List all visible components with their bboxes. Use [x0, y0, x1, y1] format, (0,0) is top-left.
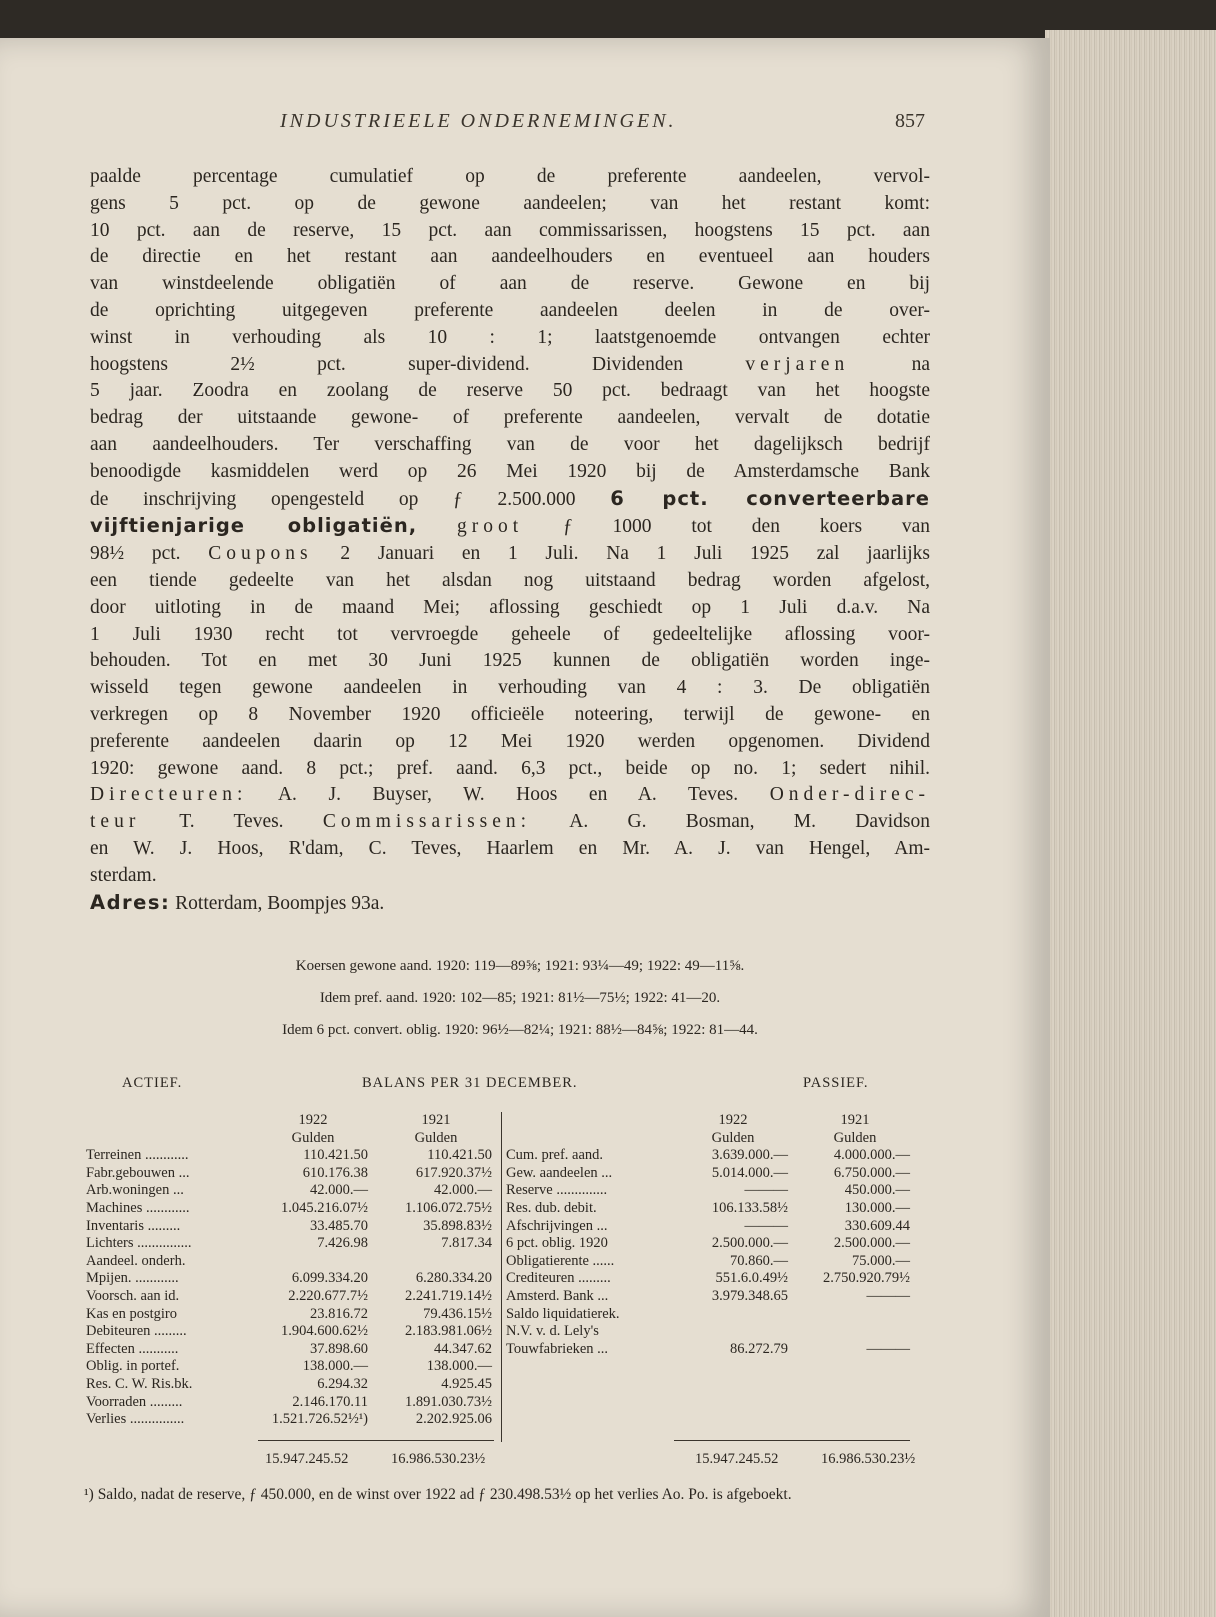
liability-label: Amsterd. Bank ...	[506, 1287, 609, 1304]
liability-value-1921: 2.750.920.79½	[823, 1270, 910, 1287]
text-line: behouden. Tot en met 30 Juni 1925 kunnen de obligatiën worden inge-	[90, 650, 930, 672]
text-line: 10 pct. aan de reserve, 15 pct. aan commissarissen, hoogstens 15 pct. aan	[90, 219, 930, 241]
text-line: door uitloting in de maand Mei; aflossing geschiedt op 1 Juli d.a.v. Na	[90, 596, 930, 618]
liability-value-1921: 75.000.—	[852, 1252, 910, 1269]
liability-label: Cum. pref. aand.	[506, 1147, 604, 1164]
asset-value-1922: 1.521.726.52½¹)	[271, 1411, 368, 1428]
text-line: van winstdeelende obligatiën of aan de reserve. Gewone en bij	[90, 273, 930, 295]
asset-value-1921: 79.436.15½	[423, 1305, 492, 1322]
liability-value-1921	[800, 1306, 910, 1324]
text-line: de inschrijving opengesteld op ƒ 2.500.000 6 pct. converteerbare	[90, 486, 930, 510]
asset-value-1922: 23.816.72	[310, 1305, 368, 1322]
liability-value-1921	[800, 1323, 910, 1341]
liability-total-1921: 16.986.530.23½	[821, 1451, 916, 1467]
text-line: 1920: gewone aand. 8 pct.; pref. aand. 6,3 pct., beide op no. 1; sedert nihil.	[90, 757, 930, 779]
quote-line-3: Idem 6 pct. convert. oblig. 1920: 96½—82¼; 1921: 88½—84⅝; 1922: 81—44.	[282, 1022, 758, 1038]
text-line: preferente aandeelen daarin op 12 Mei 1920 werden opgenomen. Dividend	[90, 730, 930, 752]
body-text	[90, 164, 930, 917]
liability-value-1921: 6.750.000.—	[833, 1164, 910, 1181]
asset-value-1921: 138.000.—	[426, 1358, 492, 1375]
liability-value-1922: 106.133.58½	[711, 1199, 788, 1216]
liability-1922-column	[678, 1112, 788, 1358]
asset-total-1922: 15.947.245.52	[265, 1451, 349, 1467]
currency-header: Gulden	[833, 1129, 877, 1146]
asset-value-1921: 7.817.34	[441, 1235, 492, 1252]
asset-value-1921: 617.920.37½	[415, 1164, 492, 1181]
liability-label: Touwfabrieken ...	[506, 1340, 609, 1357]
asset-label: Voorsch. aan id.	[86, 1287, 180, 1304]
balance-actief-heading: ACTIEF.	[122, 1075, 183, 1091]
asset-value-1921: 1.106.072.75½	[405, 1199, 492, 1216]
liability-value-1922: ———	[744, 1182, 788, 1199]
asset-label: Effecten ...........	[86, 1340, 179, 1357]
asset-label: Lichters ...............	[86, 1235, 192, 1252]
asset-value-1921: 44.347.62	[434, 1340, 492, 1357]
liability-value-1922: 551.6.0.49½	[715, 1270, 788, 1287]
asset-value-1921: 4.925.45	[441, 1375, 492, 1392]
asset-value-1922: 2.220.677.7½	[288, 1287, 368, 1304]
liability-value-1922: 2.500.000.—	[711, 1235, 788, 1252]
text-line: paalde percentage cumulatief op de preferente aandeelen, vervol-	[90, 166, 930, 187]
asset-value-1921: 42.000.—	[434, 1182, 492, 1199]
asset-value-1922: 610.176.38	[302, 1164, 368, 1181]
asset-label: Inventaris .........	[86, 1217, 181, 1234]
asset-value-1922: 2.146.170.11	[292, 1393, 368, 1410]
liability-value-1922: 3.639.000.—	[711, 1147, 788, 1164]
asset-label: Debiteuren .........	[86, 1323, 187, 1340]
year-header: 1921	[421, 1112, 451, 1128]
text-line: hoogstens 2½ pct. super-dividend. Dividenden verjaren na	[90, 353, 930, 375]
text-line: en W. J. Hoos, R'dam, C. Teves, Haarlem en Mr. A. J. van Hengel, Am-	[90, 837, 930, 859]
text-line: benoodigde kasmiddelen werd op 26 Mei 1920 bij de Amsterdamsche Bank	[90, 460, 930, 482]
asset-label: Kas en postgiro	[86, 1305, 178, 1322]
liability-label: Obligatierente ......	[506, 1252, 615, 1269]
liability-value-1922	[678, 1306, 788, 1324]
asset-value-1922: 138.000.—	[302, 1358, 368, 1375]
text-line: bedrag der uitstaande gewone- of preferente aandeelen, vervalt de dotatie	[90, 407, 930, 429]
currency-header: Gulden	[414, 1129, 458, 1146]
asset-value-1921: 1.891.030.73½	[405, 1393, 492, 1410]
address-label: Adres:	[90, 890, 171, 914]
asset-label: Fabr.gebouwen ...	[86, 1164, 190, 1181]
book-page-edges	[1045, 30, 1216, 1617]
year-header: 1922	[298, 1112, 328, 1128]
asset-label: Terreinen ............	[86, 1147, 189, 1164]
asset-value-1922: 1.045.216.07½	[281, 1199, 368, 1216]
asset-value-1921: 2.202.925.06	[415, 1411, 492, 1428]
asset-labels	[86, 1112, 266, 1429]
balance-title: BALANS PER 31 DECEMBER.	[362, 1075, 578, 1091]
asset-total-1921: 16.986.530.23½	[391, 1451, 486, 1467]
asset-value-1922: 1.904.600.62½	[281, 1323, 368, 1340]
currency-header: Gulden	[291, 1129, 335, 1146]
liability-1921-column	[800, 1112, 910, 1358]
footnote-marker: ¹)	[84, 1486, 94, 1503]
liability-label: Gew. aandeelen ...	[506, 1164, 613, 1181]
liability-label: 6 pct. oblig. 1920	[506, 1235, 608, 1252]
liability-value-1922: 70.860.—	[730, 1252, 788, 1269]
liability-value-1921: 330.609.44	[844, 1217, 910, 1234]
year-header: 1921	[840, 1112, 870, 1128]
asset-value-1922: 7.426.98	[317, 1235, 368, 1252]
asset-value-1921	[380, 1253, 492, 1271]
liability-value-1922: 3.979.348.65	[711, 1287, 788, 1304]
asset-label: Voorraden .........	[86, 1393, 183, 1410]
liability-label: Saldo liquidatierek.	[506, 1305, 620, 1322]
asset-value-1922	[258, 1253, 368, 1271]
text-line: Directeuren: A. J. Buyser, W. Hoos en A. Teves. Onder-direc-	[90, 784, 930, 806]
asset-value-1922: 110.421.50	[303, 1147, 368, 1164]
asset-value-1922: 37.898.60	[310, 1340, 368, 1357]
text-line: gens 5 pct. op de gewone aandeelen; van het restant komt:	[90, 192, 930, 214]
liability-total-rule	[674, 1440, 910, 1441]
liability-value-1922: ———	[744, 1217, 788, 1234]
asset-total-rule	[258, 1440, 494, 1441]
liability-value-1922	[678, 1323, 788, 1341]
liability-label: Afschrijvingen ...	[506, 1217, 608, 1234]
liability-value-1922: 5.014.000.—	[711, 1164, 788, 1181]
asset-1921-column	[380, 1112, 492, 1429]
asset-value-1921: 110.421.50	[427, 1147, 492, 1164]
address-line	[90, 890, 930, 918]
liability-label: Res. dub. debit.	[506, 1199, 597, 1216]
asset-value-1921: 35.898.83½	[423, 1217, 492, 1234]
asset-label: Res. C. W. Ris.bk.	[86, 1375, 193, 1392]
address-value: Rotterdam, Boompjes 93a.	[175, 892, 385, 914]
asset-label: Arb.woningen ...	[86, 1182, 184, 1199]
page-number: 857	[895, 110, 925, 132]
liability-label: Crediteuren .........	[506, 1270, 611, 1287]
balance-passief-heading: PASSIEF.	[803, 1075, 869, 1091]
text-line: 5 jaar. Zoodra en zoolang de reserve 50 pct. bedraagt van het hoogste	[90, 380, 930, 402]
text-line: sterdam.	[90, 864, 157, 886]
text-line: de oprichting uitgegeven preferente aandeelen deelen in de over-	[90, 299, 930, 321]
liability-value-1921: 450.000.—	[844, 1182, 910, 1199]
ledger-divider	[501, 1112, 502, 1442]
asset-value-1921: 2.241.719.14½	[405, 1287, 492, 1304]
text-line: winst in verhouding als 10 : 1; laatstgenoemde ontvangen echter	[90, 326, 930, 348]
quote-line-1: Koersen gewone aand. 1920: 119—89⅝; 1921: 93¼—49; 1922: 49—11⅝.	[295, 958, 745, 974]
text-line: 98½ pct. Coupons 2 Januari en 1 Juli. Na 1 Juli 1925 zal jaarlijks	[90, 543, 930, 565]
asset-value-1922: 33.485.70	[310, 1217, 368, 1234]
footnote	[84, 1484, 934, 1505]
liability-value-1921: ———	[866, 1340, 910, 1357]
running-title: INDUSTRIEELE ONDERNEMINGEN.	[280, 110, 677, 132]
asset-label: Verlies ...............	[86, 1411, 185, 1428]
asset-label: Aandeel. onderh.	[86, 1252, 186, 1269]
asset-label: Machines ............	[86, 1199, 190, 1216]
text-line: vijftienjarige obligatiën, groot ƒ 1000 tot den koers van	[90, 514, 931, 538]
asset-value-1922: 6.099.334.20	[291, 1270, 368, 1287]
text-line: verkregen op 8 November 1920 officieële noteering, terwijl de gewone- en	[90, 703, 930, 725]
liability-labels	[506, 1112, 686, 1358]
liability-label: N.V. v. d. Lely's	[506, 1323, 599, 1340]
text-line: wisseld tegen gewone aandeelen in verhouding van 4 : 3. De obligatiën	[90, 677, 930, 699]
text-line: een tiende gedeelte van het alsdan nog uitstaand bedrag worden afgelost,	[90, 569, 930, 591]
year-header: 1922	[718, 1112, 748, 1128]
asset-value-1921: 2.183.981.06½	[405, 1323, 492, 1340]
asset-value-1921: 6.280.334.20	[415, 1270, 492, 1287]
asset-value-1922: 6.294.32	[317, 1375, 368, 1392]
liability-value-1921: ———	[866, 1287, 910, 1304]
liability-value-1921: 4.000.000.—	[833, 1147, 910, 1164]
liability-value-1921: 2.500.000.—	[833, 1235, 910, 1252]
liability-value-1921: 130.000.—	[844, 1199, 910, 1216]
asset-label: Oblig. in portef.	[86, 1358, 180, 1375]
quote-line-2: Idem pref. aand. 1920: 102—85; 1921: 81½—75½; 1922: 41—20.	[319, 990, 721, 1006]
text-line: aan aandeelhouders. Ter verschaffing van de voor het dagelijksch bedrijf	[90, 433, 930, 455]
liability-label: Reserve ..............	[506, 1182, 608, 1199]
text-line: 1 Juli 1930 recht tot vervroegde geheele of gedeeltelijke aflossing voor-	[90, 623, 930, 645]
asset-1922-column	[258, 1112, 368, 1429]
text-line: teur T. Teves. Commissarissen: A. G. Bosman, M. Davidson	[90, 811, 930, 833]
currency-header: Gulden	[711, 1129, 755, 1146]
liability-total-1922: 15.947.245.52	[695, 1451, 779, 1467]
liability-value-1922: 86.272.79	[730, 1340, 788, 1357]
text-line: de directie en het restant aan aandeelhouders en eventueel aan houders	[90, 246, 930, 268]
asset-label: Mpijen. ............	[86, 1270, 179, 1287]
asset-value-1922: 42.000.—	[310, 1182, 368, 1199]
footnote-text: Saldo, nadat de reserve, ƒ 450.000, en de winst over 1922 ad ƒ 230.498.53½ op het verlies Ao. Po. is afgeboekt.	[97, 1486, 792, 1503]
